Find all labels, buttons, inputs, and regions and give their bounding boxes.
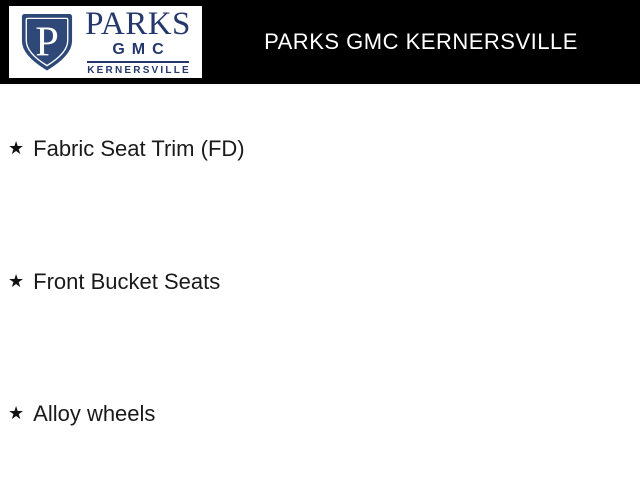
feature-item <box>8 401 632 427</box>
dealer-logo <box>9 6 202 78</box>
feature-item <box>8 136 632 162</box>
star-bullet-icon: ★ <box>8 271 25 292</box>
features-list <box>0 84 640 482</box>
feature-label: Alloy wheels <box>33 401 156 426</box>
logo-city: KERNERSVILLE <box>87 65 191 76</box>
feature-label: Front Bucket Seats <box>33 269 221 294</box>
shield-monogram: P <box>35 18 59 66</box>
star-bullet-icon: ★ <box>8 138 25 159</box>
logo-name: PARKS <box>85 6 191 42</box>
logo-wordmark <box>82 8 194 76</box>
header-bar <box>0 0 640 84</box>
feature-item <box>8 269 632 295</box>
star-bullet-icon: ★ <box>8 403 25 424</box>
logo-divider <box>87 61 189 63</box>
logo-brand: GMC <box>112 41 171 58</box>
shield-logo-icon <box>20 12 74 72</box>
page-title: PARKS GMC KERNERSVILLE <box>264 29 578 54</box>
feature-label: Fabric Seat Trim (FD) <box>33 136 245 161</box>
